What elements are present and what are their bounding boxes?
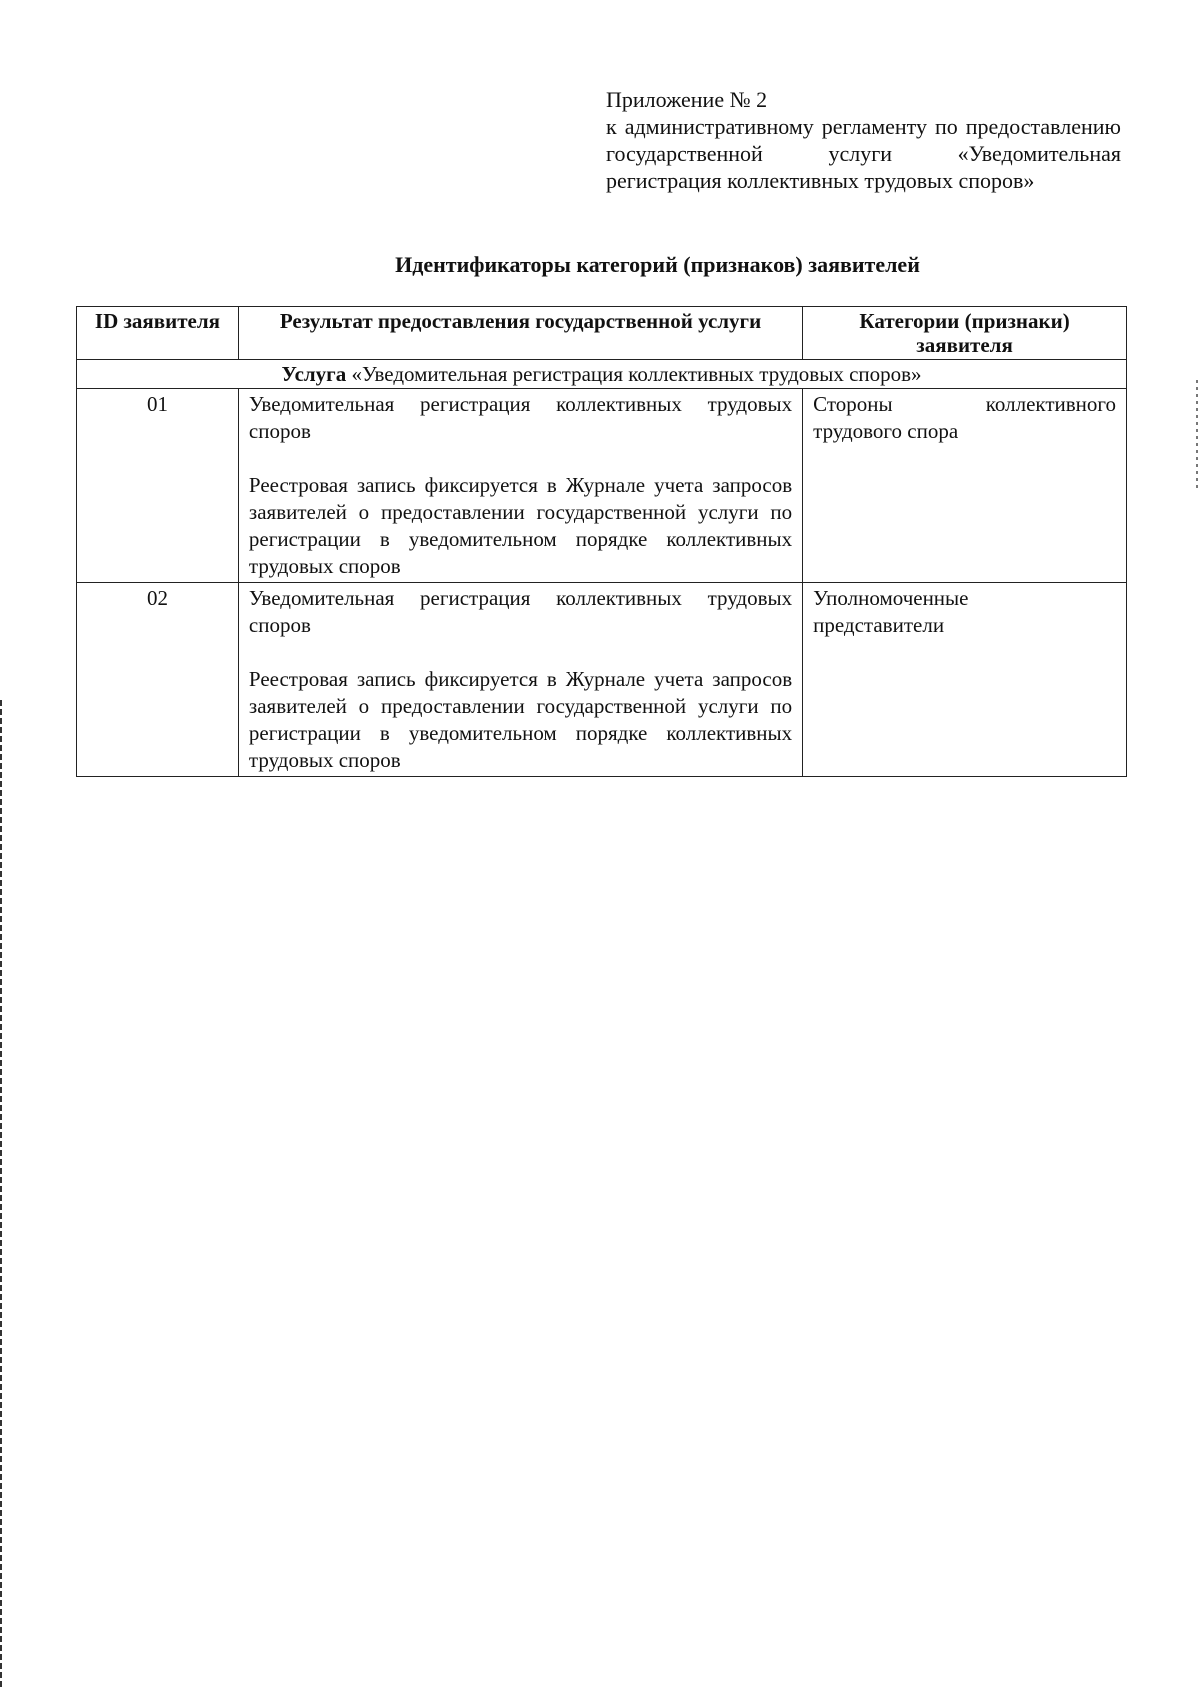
row-result-main: Уведомительная регистрация коллективных трудовых споров (248, 392, 793, 443)
annex-text: к административному регламенту по предоставлению государственной услуги «Уведомительная регистрация коллективных трудовых споров» (606, 114, 1121, 193)
scan-edge-artifact-right (1196, 380, 1198, 490)
row-result-note: Реестровая запись фиксируется в Журнале учета запросов заявителей о предоставлении государственной услуги по регистрации в уведомительном порядке коллективных трудовых споров (248, 667, 793, 772)
annex-heading: Приложение № 2 (606, 87, 768, 112)
row-category (803, 389, 1127, 583)
row-result-note: Реестровая запись фиксируется в Журнале учета запросов заявителей о предоставлении государственной услуги по регистрации в уведомительном порядке коллективных трудовых споров (248, 473, 793, 578)
annex-block (606, 86, 1121, 194)
header-category: Категории (признаки) заявителя (803, 307, 1127, 360)
row-result (238, 583, 802, 777)
row-category-text: Стороны коллективного трудового спора (813, 392, 1116, 443)
table-header-row (77, 307, 1127, 360)
service-name: «Уведомительная регистрация коллективных трудовых споров» (351, 362, 922, 386)
row-id: 01 (77, 389, 239, 583)
header-id: ID заявителя (77, 307, 239, 360)
applicant-categories-table (76, 306, 1127, 777)
service-cell (77, 360, 1127, 389)
row-id: 02 (77, 583, 239, 777)
row-category (803, 583, 1127, 777)
row-category-text: Уполномоченные представители (813, 586, 969, 637)
service-row (77, 360, 1127, 389)
service-label: Услуга (281, 362, 347, 386)
scan-edge-artifact (0, 700, 2, 1690)
row-result-main: Уведомительная регистрация коллективных трудовых споров (248, 586, 793, 637)
table-row (77, 389, 1127, 583)
table-row (77, 583, 1127, 777)
header-result: Результат предоставления государственной услуги (238, 307, 802, 360)
document-title: Идентификаторы категорий (признаков) заявителей (395, 252, 920, 277)
row-result (238, 389, 802, 583)
